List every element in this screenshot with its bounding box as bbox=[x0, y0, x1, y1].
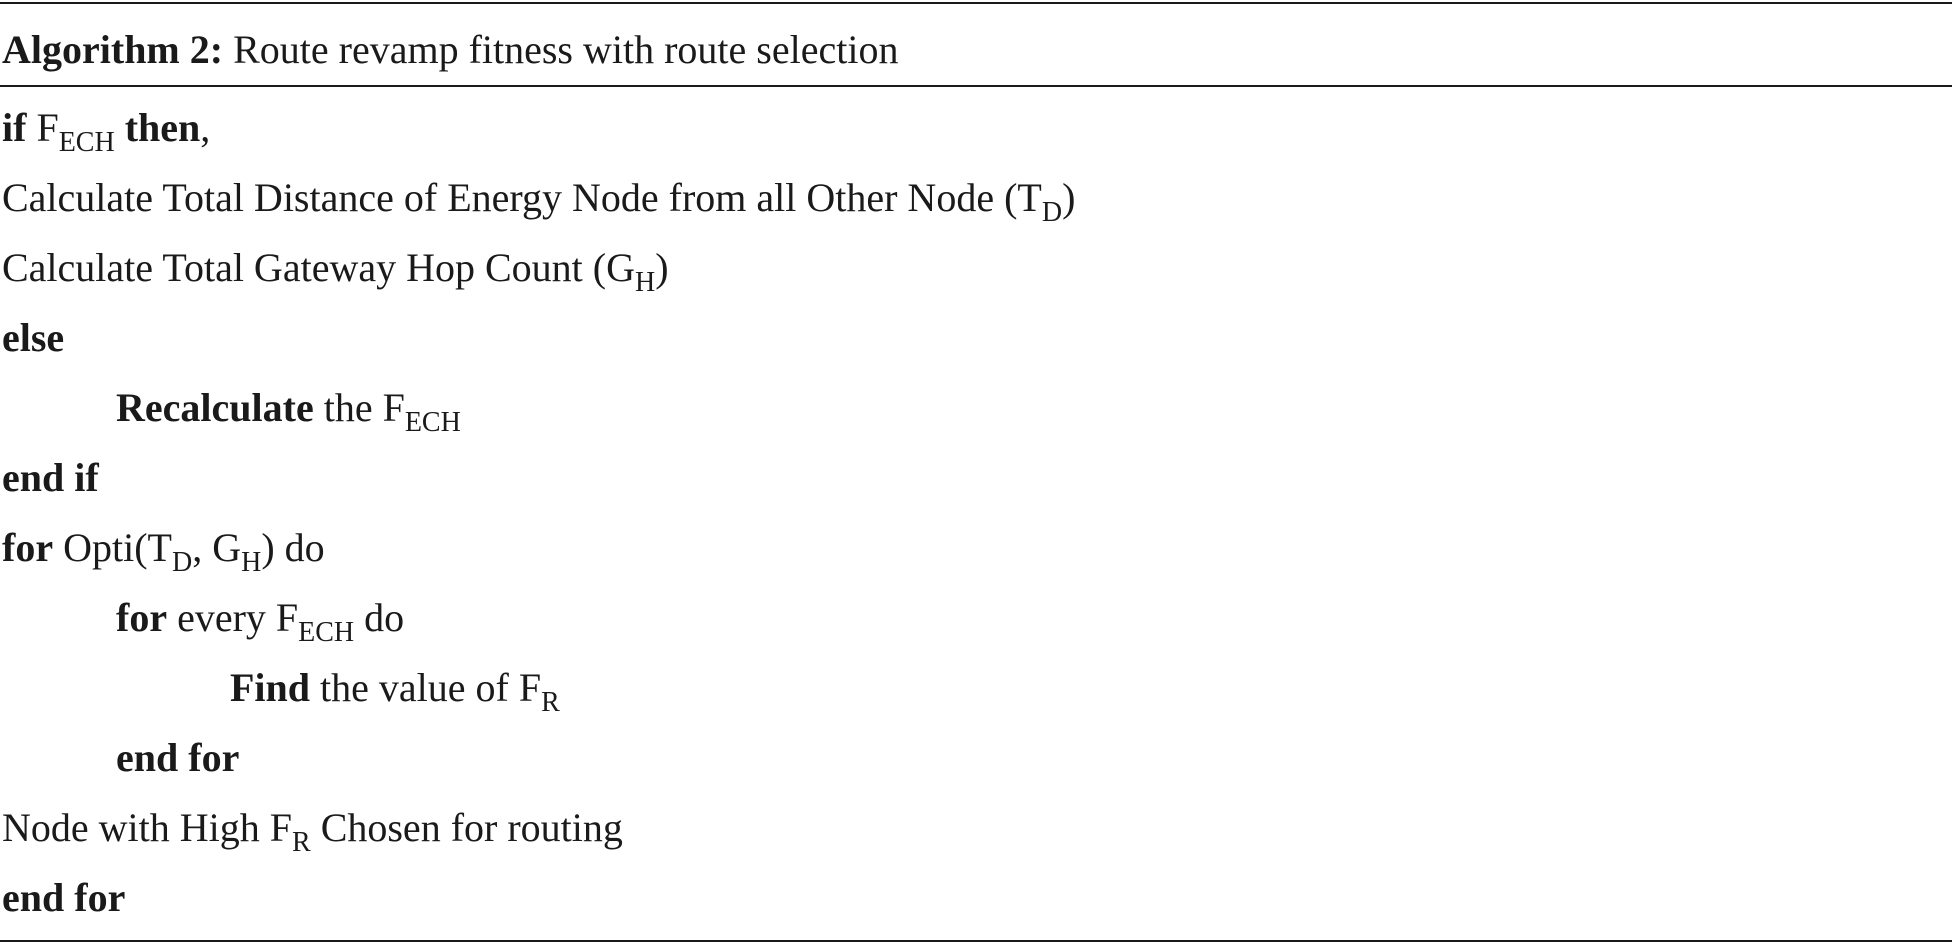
close-paren: ) bbox=[1062, 175, 1076, 220]
keyword-then: then bbox=[124, 105, 201, 150]
keyword-else: else bbox=[2, 315, 65, 360]
subscript-d: D bbox=[1041, 197, 1063, 228]
algorithm-title: Route revamp fitness with route selection bbox=[233, 27, 899, 72]
line-text: do bbox=[354, 595, 405, 640]
line-node-chosen bbox=[2, 802, 623, 858]
keyword-end-for: end for bbox=[116, 735, 240, 780]
subscript-r: R bbox=[541, 687, 560, 718]
caption-rule bbox=[0, 85, 1952, 87]
line-text: every F bbox=[167, 595, 299, 640]
line-text: the F bbox=[313, 385, 405, 430]
line-end-for-outer bbox=[2, 872, 125, 924]
keyword-end-for: end for bbox=[2, 875, 126, 920]
subscript-h: H bbox=[634, 267, 656, 298]
subscript-ech: ECH bbox=[298, 617, 355, 648]
line-text: Chosen for routing bbox=[310, 805, 623, 850]
subscript-ech: ECH bbox=[58, 127, 115, 158]
keyword-for: for bbox=[2, 525, 54, 570]
line-calc-distance bbox=[2, 172, 1076, 228]
line-text: Opti(T bbox=[53, 525, 172, 570]
line-text: Calculate Total Gateway Hop Count (G bbox=[2, 245, 635, 290]
keyword-if: if bbox=[2, 105, 27, 150]
var-f: F bbox=[36, 105, 59, 150]
line-for-opti bbox=[2, 522, 325, 578]
line-for-every bbox=[116, 592, 405, 648]
comma: , bbox=[200, 105, 211, 150]
algorithm-caption bbox=[2, 24, 898, 76]
subscript-ech: ECH bbox=[404, 407, 461, 438]
subscript-d: D bbox=[171, 547, 193, 578]
subscript-r: R bbox=[292, 827, 311, 858]
algorithm-label: Algorithm 2: bbox=[2, 27, 224, 72]
line-text: , G bbox=[192, 525, 242, 570]
bottom-rule bbox=[0, 940, 1952, 942]
keyword-for: for bbox=[116, 595, 168, 640]
line-text: the value of F bbox=[310, 665, 542, 710]
line-text: Node with High F bbox=[2, 805, 292, 850]
top-rule bbox=[0, 2, 1952, 4]
line-recalculate bbox=[116, 382, 461, 438]
line-end-if bbox=[2, 452, 99, 504]
keyword-find: Find bbox=[230, 665, 311, 710]
keyword-end-if: end if bbox=[2, 455, 99, 500]
line-if bbox=[2, 102, 211, 158]
line-text: Calculate Total Distance of Energy Node from all Other Node (T bbox=[2, 175, 1042, 220]
line-calc-hop-count bbox=[2, 242, 669, 298]
keyword-recalculate: Recalculate bbox=[116, 385, 314, 430]
subscript-h: H bbox=[241, 547, 262, 578]
line-text: ) do bbox=[261, 525, 325, 570]
line-end-for-inner bbox=[116, 732, 239, 784]
close-paren: ) bbox=[655, 245, 669, 290]
line-find bbox=[230, 662, 560, 718]
line-else bbox=[2, 312, 64, 364]
